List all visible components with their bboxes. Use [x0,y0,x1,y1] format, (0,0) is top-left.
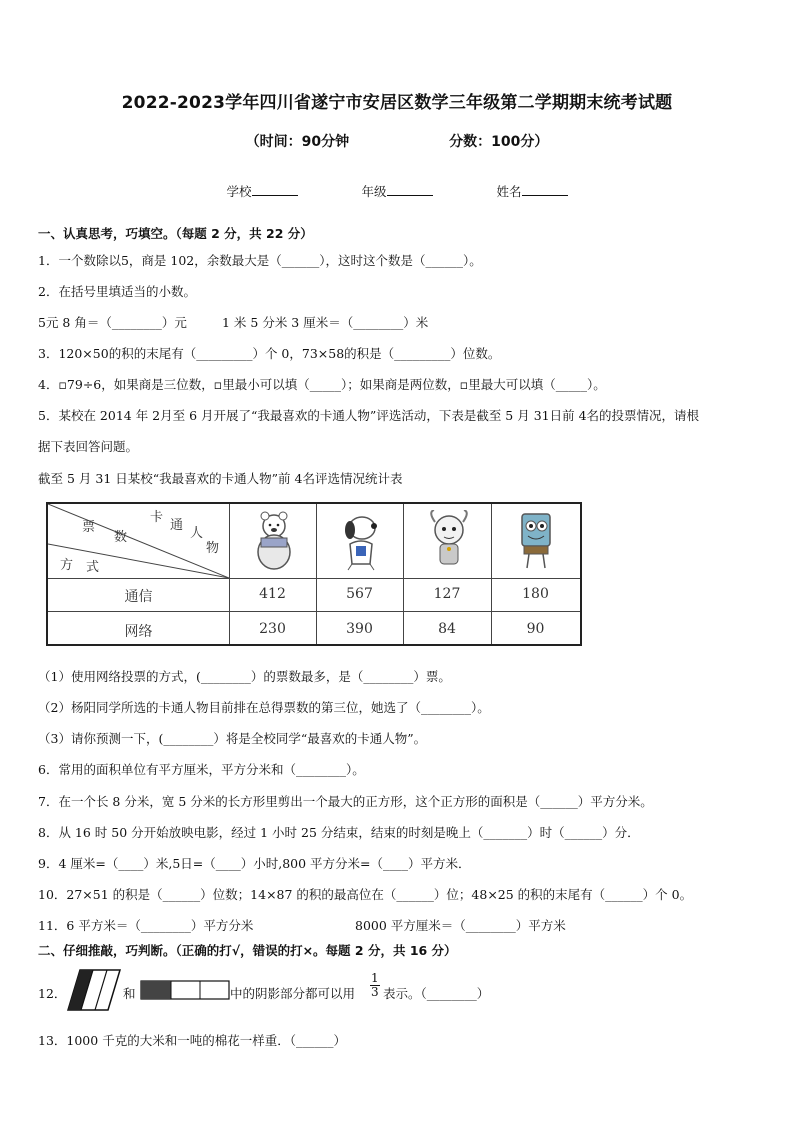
header-diagonals [48,504,229,578]
student-info [0,182,794,200]
table-cell: 230 [259,621,286,637]
table-cell: 127 [433,586,461,602]
header-shu: 数 [114,530,128,545]
section1-heading: 一、认真思考，巧填空。（每题 2 分，共 22 分） [38,226,313,241]
lazy-goat-icon [424,510,474,572]
header-wu: 物 [206,541,220,556]
header-ren: 人 [190,526,204,541]
row-label-tongxin: 通信 [124,589,153,605]
table-cell: 567 [346,586,373,602]
question-12-and: 和 [123,986,136,1001]
question-11b: 8000 平方厘米＝（________）平方米 [355,918,566,933]
question-12-num: 12． [38,986,67,1001]
question-6: 6．常用的面积单位有平方厘米，平方分米和（________）。 [38,762,365,777]
question-8: 8．从 16 时 50 分开始放映电影，经过 1 小时 25 分结束，结束的时刻是晚上（_______）时（______）分． [38,825,640,840]
table-caption: 截至 5 月 31 日某校“我最喜欢的卡通人物”前 4名评选情况统计表 [38,471,403,486]
table-cell: 84 [438,621,456,637]
name-label: 姓名 [496,184,522,199]
pooh-bear-icon [249,510,299,572]
header-piao: 票 [82,520,96,535]
question-5-2: （2）杨阳同学所选的卡通人物目前排在总得票数的第三位，她选了（________）。 [38,700,490,715]
rectangle-strip-figure [140,980,230,1000]
question-9: 9．4 厘米=（____）米,5日=（____）小时,800 平方分米=（____）平方米． [38,856,471,871]
table-cell: 412 [259,586,286,602]
question-4: 4．▫79÷6，如果商是三位数，▫里最小可以填（_____）；如果商是两位数，▫里最大可以填（_____）。 [38,377,606,392]
question-3: 3．120×50的积的末尾有（_________）个 0，73×58的积是（_________）位数。 [38,346,501,361]
header-fang: 方 [60,558,74,573]
grade-label: 年级 [361,184,387,199]
section2-heading: 二、仔细推敲，巧判断。（正确的打√，错误的打×。每题 2 分，共 16 分） [38,943,457,958]
question-7: 7．在一个长 8 分米，宽 5 分米的长方形里剪出一个最大的正方形，这个正方形的面积是（______）平方分米。 [38,794,653,809]
parallelogram-figure [66,968,122,1012]
question-5-line1: 5．某校在 2014 年 2月至 6 月开展了“我最喜欢的卡通人物”评选活动，下表是截至 5 月 31日前 4名的投票情况，请根 [38,408,700,423]
school-label: 学校 [226,184,252,199]
question-12-end: 表示。（________） [383,986,490,1001]
table-cell: 390 [346,621,373,637]
header-tong: 通 [170,518,184,533]
question-2: 2．在括号里填适当的小数。 [38,284,196,299]
school-blank [252,183,298,196]
fraction-numerator: 1 [371,971,379,985]
question-5-1: （1）使用网络投票的方式，(________）的票数最多，是（________）票。 [38,669,451,684]
vote-statistics-table [46,502,582,646]
row-label-wangluo: 网络 [124,624,153,640]
question-5-3: （3）请你预测一下，(________）将是全校同学“最喜欢的卡通人物”。 [38,731,427,746]
header-ka: 卡 [150,510,164,525]
question-10: 10．27×51 的积是（______）位数；14×87 的积的最高位在（______）位；48×25 的积的末尾有（______）个 0。 [38,887,693,902]
question-2a: 5元 8 角＝（________）元 [38,315,187,330]
name-blank [522,183,568,196]
fraction-one-third [370,972,380,999]
table-cell: 180 [522,586,549,602]
exam-subtitle [0,131,794,151]
grade-blank [387,183,433,196]
exam-time: （时间：90分钟 [245,134,350,150]
question-13: 13．1000 千克的大米和一吨的棉花一样重．（______） [38,1033,346,1048]
exam-title: 2022-2023学年四川省遂宁市安居区数学三年级第二学期期末统考试题 [121,93,673,113]
spongebob-icon [511,510,561,572]
exam-score: 分数：100分） [449,134,549,150]
table-cell: 90 [526,621,545,637]
snoopy-icon [336,510,386,572]
question-12-mid: 中的阴影部分都可以用 [230,986,356,1001]
question-1: 1．一个数除以5，商是 102，余数最大是（______），这时这个数是（______）。 [38,253,482,268]
question-11a: 11．6 平方米＝（________）平方分米 [38,918,254,933]
question-5-line2: 据下表回答问题。 [38,439,139,454]
header-shi: 式 [86,560,100,575]
question-2b: 1 米 5 分米 3 厘米＝（________）米 [222,315,429,330]
fraction-denominator: 3 [371,985,379,999]
